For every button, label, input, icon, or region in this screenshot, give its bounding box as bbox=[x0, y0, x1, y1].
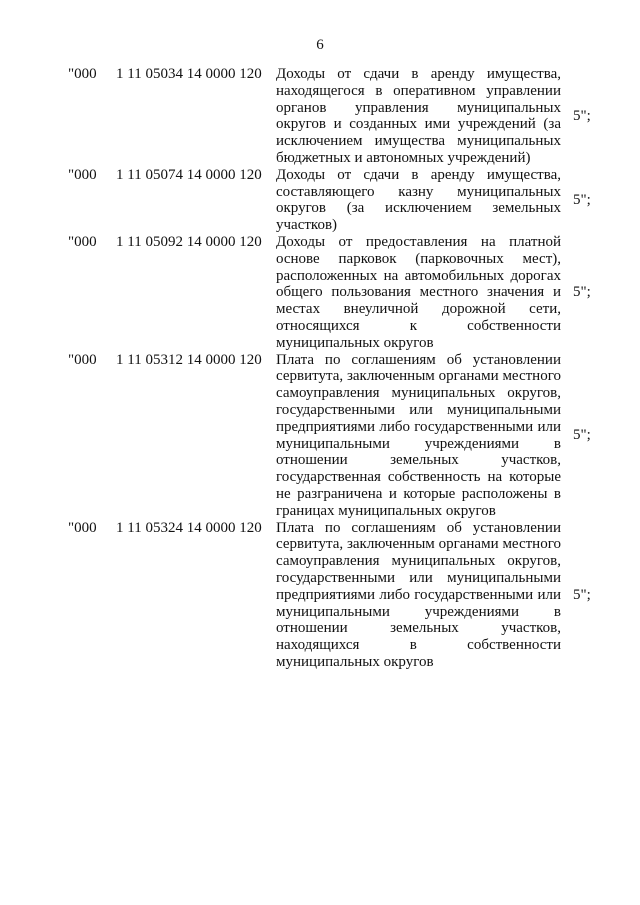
row-prefix: "000 bbox=[68, 166, 97, 183]
row-prefix: "000 bbox=[68, 351, 97, 368]
row-code: 1 11 05074 14 0000 120 bbox=[116, 166, 262, 183]
row-code: 1 11 05312 14 0000 120 bbox=[116, 351, 262, 368]
row-prefix: "000 bbox=[68, 519, 97, 536]
row-prefix: "000 bbox=[68, 66, 97, 82]
row-description: Доходы от сдачи в аренду имущества, находящегося в оперативном управлении органов управления муниципальных округов и созданных ими учреждений (за исключением имущества муниципальных бюджетных и автономных учреждений) bbox=[276, 66, 561, 166]
row-value: 5"; bbox=[573, 427, 591, 444]
row-value: 5"; bbox=[573, 586, 591, 603]
page-number: 6 bbox=[316, 37, 324, 53]
table-row bbox=[0, 167, 640, 234]
revenue-codes-table bbox=[0, 66, 640, 671]
row-code: 1 11 05092 14 0000 120 bbox=[116, 233, 262, 250]
row-code: 1 11 05034 14 0000 120 bbox=[116, 66, 262, 82]
row-value: 5"; bbox=[573, 284, 591, 301]
row-code: 1 11 05324 14 0000 120 bbox=[116, 519, 262, 536]
row-value: 5"; bbox=[573, 191, 591, 208]
row-description: Плата по соглашениям об установлении сервитута, заключенным органами местного самоуправления муниципальных округов, государственными или муниципальными предприятиями либо государственными или муниципальными учреждениями в отношении земельных участков, государственная собственность на которые не разграничена и которые расположены в границах муниципальных округов bbox=[276, 351, 561, 519]
table-row bbox=[0, 352, 640, 520]
row-description: Доходы от предоставления на платной основе парковок (парковочных мест), расположенных на автомобильных дорогах общего пользования местного значения и местах внеуличной дорожной сети, относящихся к собственности муниципальных округов bbox=[276, 233, 561, 351]
row-prefix: "000 bbox=[68, 233, 97, 250]
table-row bbox=[0, 520, 640, 671]
row-description: Плата по соглашениям об установлении сервитута, заключенным органами местного самоуправления муниципальных округов, государственными или муниципальными предприятиями либо государственными или муниципальными учреждениями в отношении земельных участков, находящихся в собственности муниципальных округов bbox=[276, 519, 561, 670]
table-row bbox=[0, 66, 640, 167]
row-value: 5"; bbox=[573, 107, 591, 124]
table-row bbox=[0, 234, 640, 352]
row-description: Доходы от сдачи в аренду имущества, составляющего казну муниципальных округов (за исключением земельных участков) bbox=[276, 166, 561, 234]
